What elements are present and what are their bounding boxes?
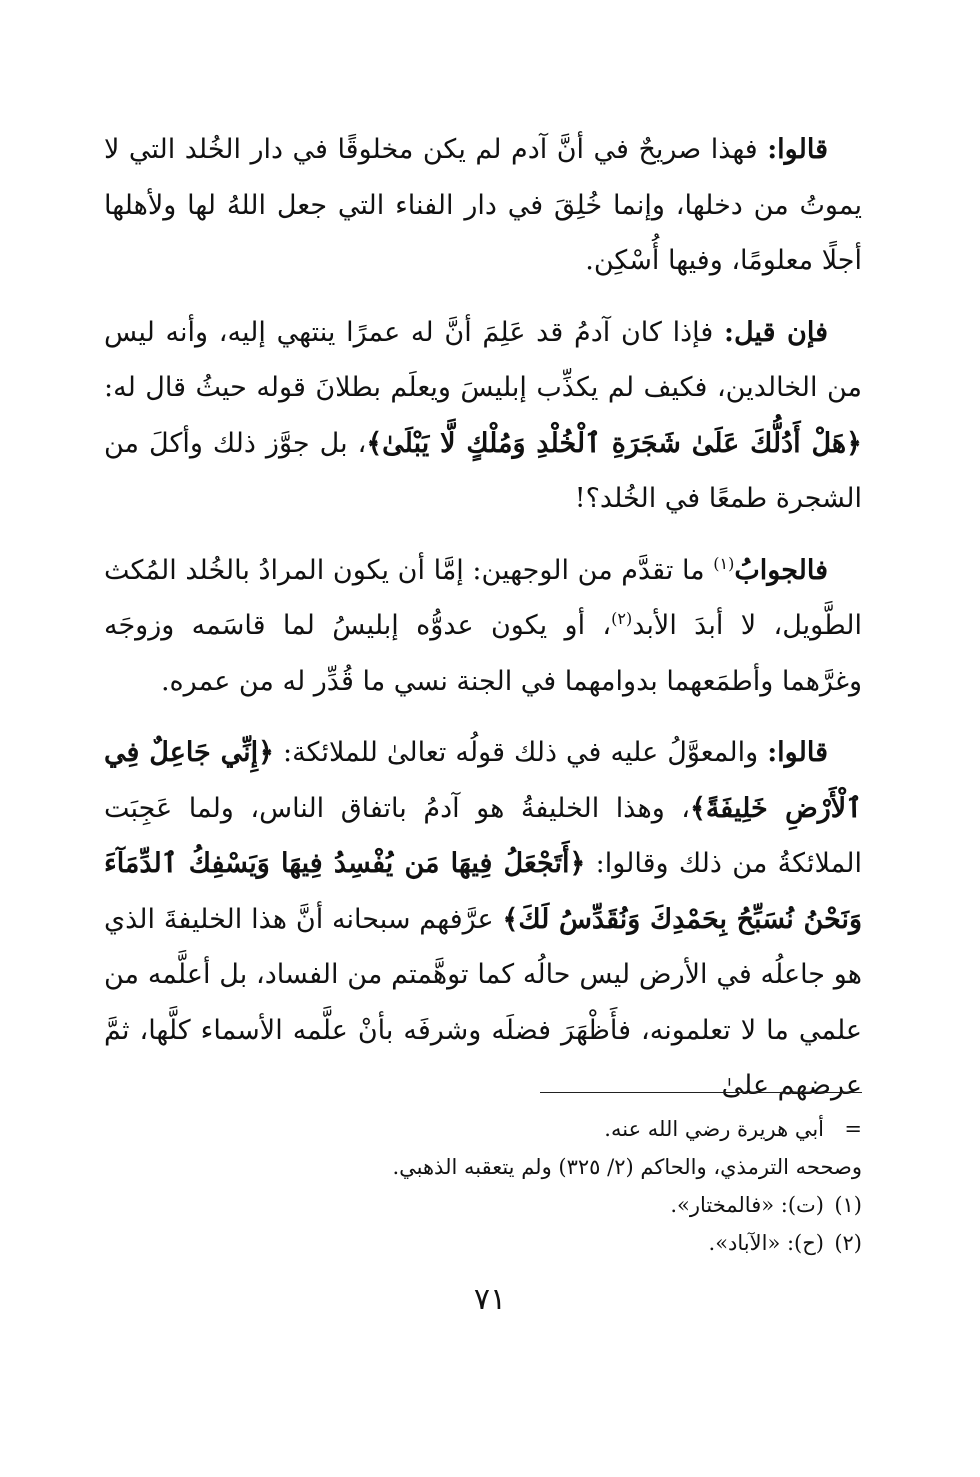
paragraph-2 — [104, 305, 862, 527]
footnote-ref-1: (١) — [713, 553, 735, 573]
footnote-separator — [540, 1092, 862, 1093]
paragraph-lead: قالوا: — [767, 737, 828, 768]
quran-quote: ﴿هَلْ أَدُلُّكَ عَلَىٰ شَجَرَةِ ٱلْخُلْدِ وَمُلْكٍ لَّا يَبْلَىٰ﴾ — [366, 427, 862, 459]
footnotes — [104, 1110, 862, 1262]
paragraph-text: فإذا كان آدمُ قد عَلِمَ أنَّ له عمرًا ينتهي إليه، وأنه ليس من الخالدين، فكيف لم يكذِّب إبليسَ ويعلَم بطلانَ قوله حيثُ قال له: — [104, 316, 862, 403]
paragraph-text: فهذا صريحٌ في أنَّ آدم لم يكن مخلوقًا في دار الخُلد التي لا يموتُ من دخلها، وإنما خُلِقَ في دار الفناء التي جعل اللهُ لها ولأهلها أجلًا معلومًا، وفيها أُسْكِن. — [104, 134, 862, 276]
footnote-text: (ت): «فالمختار». — [670, 1193, 824, 1217]
paragraph-text: والمعوَّلُ عليه في ذلك قولُه تعالىٰ للملائكة: — [273, 737, 768, 768]
footnote-text: وصححه الترمذي، والحاكم (٢/ ٣٢٥) ولم يتعقبه الذهبي. — [392, 1155, 862, 1179]
page-number: ٧١ — [473, 1282, 507, 1317]
footnote-text: أبي هريرة رضي الله عنه. — [604, 1117, 824, 1141]
paragraph-3 — [104, 543, 862, 710]
paragraph-lead: قالوا: — [767, 134, 828, 165]
footnote-mark: (١) — [834, 1193, 862, 1217]
paragraph-text: ، وهذا الخليفةُ هو آدمُ باتفاق الناس، ولما عَجِبَت الملائكةُ من ذلك وقالوا: — [104, 792, 862, 879]
footnote-mark: (٢) — [834, 1231, 862, 1255]
paragraph-text: ما تقدَّم من الوجهين: إمَّا أن يكون المرادُ بالخُلد المُكث الطَّويل، لا أبدَ الأبد — [104, 554, 862, 641]
paragraph-text: عرَّفهم سبحانه أنَّ هذا الخليفةَ الذي هو جاعلُه في الأرض ليس حالُه كما توهَّمتم من الفساد، بل أعلَّمه من علمي ما لا تعلمونه، فأَظْهَرَ فضلَه وشرفَه بأنْ علَّمه الأسماء كلَّها، ثمَّ عرضهم علىٰ — [104, 903, 862, 1101]
paragraph-4 — [104, 725, 862, 1114]
footnote-text: (ح): «الآباد». — [708, 1231, 824, 1255]
footnote-continued-line — [104, 1148, 862, 1186]
quran-quote: ﴿أَتَجْعَلُ فِيهَا مَن يُفْسِدُ فِيهَا وَيَسْفِكُ ٱلدِّمَآءَ وَنَحْنُ نُسَبِّحُ بِحَمْدِكَ وَنُقَدِّسُ لَكَ﴾ — [104, 848, 862, 935]
footnote-2 — [104, 1224, 862, 1262]
continuation-mark: = — [844, 1117, 862, 1141]
quran-quote: ﴿إِنِّي جَاعِلٌ فِي ٱلْأَرْضِ خَلِيفَةً﴾ — [104, 737, 863, 824]
footnote-continued — [104, 1110, 862, 1148]
paragraph-1 — [104, 122, 862, 289]
footnote-1 — [104, 1186, 862, 1224]
paragraph-lead: فالجوابُ — [734, 554, 828, 586]
paragraph-text: ، أو يكون عدوُّه إبليسُ لما قاسَمه وزوجَه وغرَّهما وأطمَعهما بدوامهما في الجنة نسي ما قُدِّر له من عمره. — [104, 610, 862, 697]
main-text — [104, 122, 862, 1130]
paragraph-text: ، بل جوَّز ذلك وأكلَ من الشجرة طمعًا في الخُلد؟! — [104, 427, 862, 514]
footnote-ref-2: (٢) — [611, 609, 633, 628]
paragraph-lead: فإن قيل: — [724, 316, 828, 348]
